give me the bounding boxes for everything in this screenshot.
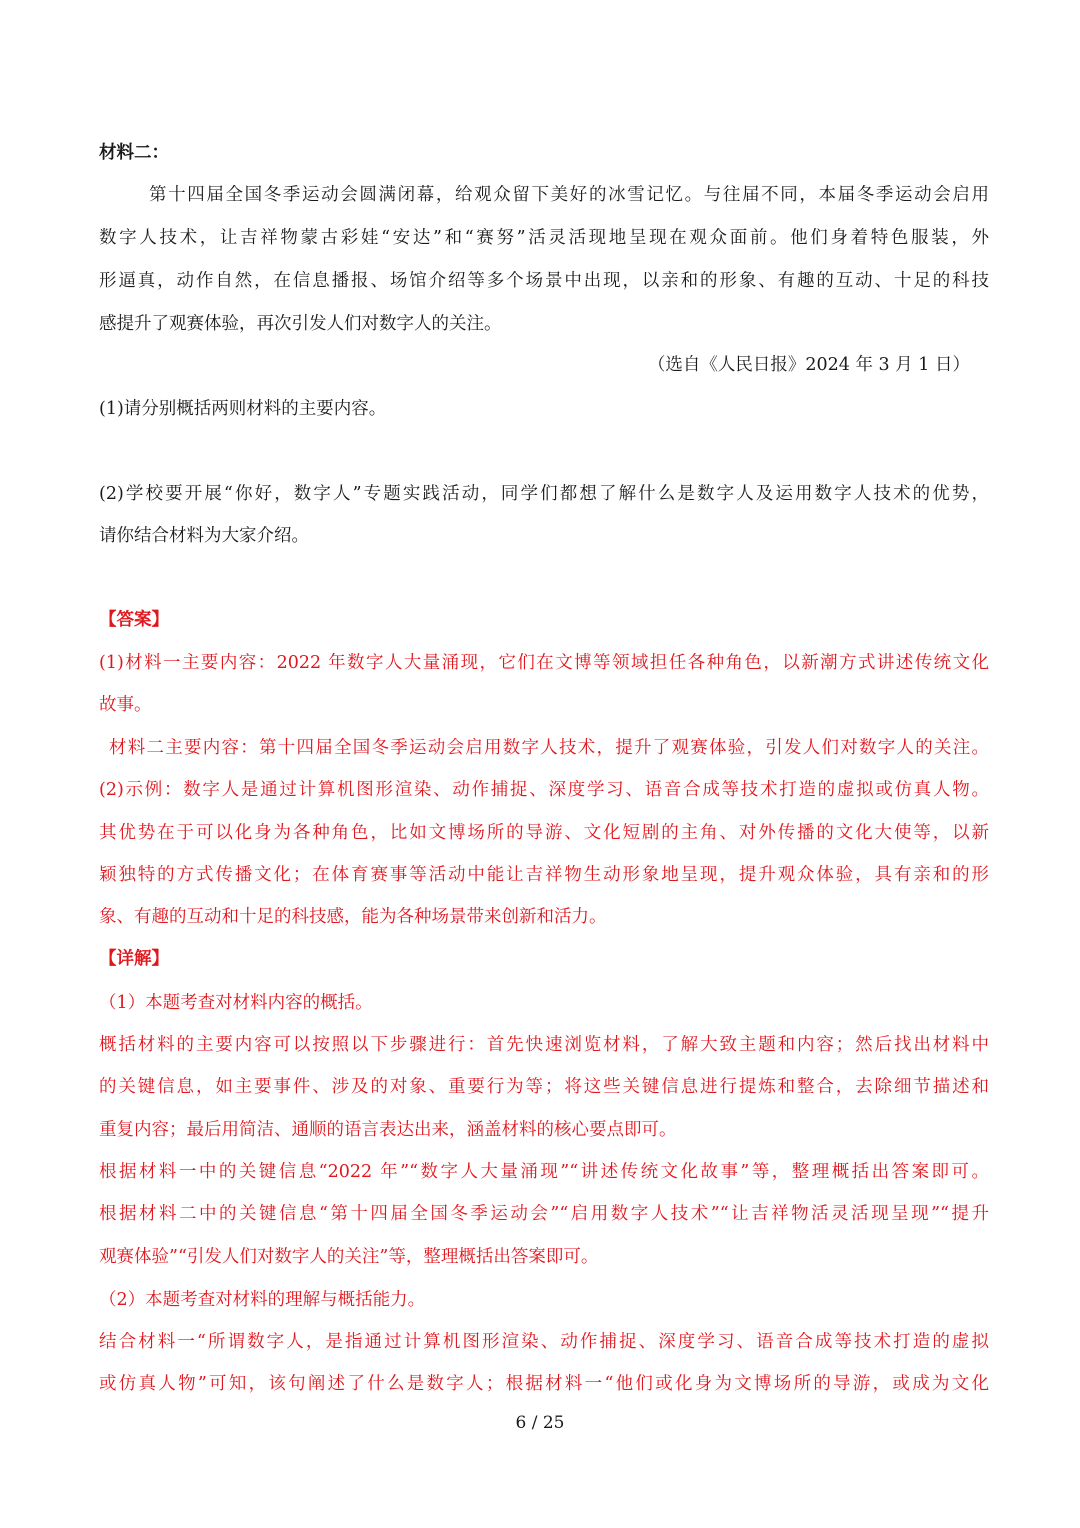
question-2-line: (2)学校要开展“你好，数字人”专题实践活动，同学们都想了解什么是数字人及运用数字人技术的优势，: [99, 484, 989, 504]
answer-label: 【答案】: [99, 610, 169, 630]
explanation-2-line: 结合材料一“所谓数字人，是指通过计算机图形渲染、动作捕捉、深度学习、语音合成等技术打造的虚拟: [99, 1332, 989, 1352]
explanation-1-title: （1）本题考查对材料内容的概括。: [99, 993, 373, 1013]
page-number: 6 / 25: [515, 1413, 565, 1433]
answer-1-material-two: 材料二主要内容：第十四届全国冬季运动会启用数字人技术，提升了观赛体验，引发人们对数字人的关注。: [109, 738, 989, 758]
answer-2-line: 象、有趣的互动和十足的科技感，能为各种场景带来创新和活力。: [99, 907, 607, 927]
explanation-2-line: 或仿真人物”可知，该句阐述了什么是数字人；根据材料一“他们或化身为文博场所的导游，或成为文化: [99, 1374, 989, 1394]
explanation-2-title: （2）本题考查对材料的理解与概括能力。: [99, 1290, 426, 1310]
answer-1-line: (1)材料一主要内容：2022 年数字人大量涌现，它们在文博等领域担任各种角色，以新潮方式讲述传统文化: [99, 653, 989, 673]
material-two-line: 第十四届全国冬季运动会圆满闭幕，给观众留下美好的冰雪记忆。与往届不同，本届冬季运动会启用: [149, 185, 989, 205]
explanation-1-line: 概括材料的主要内容可以按照以下步骤进行：首先快速浏览材料，了解大致主题和内容；然后找出材料中: [99, 1035, 989, 1055]
question-1: (1)请分别概括两则材料的主要内容。: [99, 399, 387, 419]
question-2-line: 请你结合材料为大家介绍。: [99, 526, 309, 546]
answer-1-line: 故事。: [99, 695, 152, 715]
explanation-1-line: 的关键信息，如主要事件、涉及的对象、重要行为等；将这些关键信息进行提炼和整合，去除细节描述和: [99, 1077, 989, 1097]
answer-2-line: (2)示例：数字人是通过计算机图形渲染、动作捕捉、深度学习、语音合成等技术打造的虚拟或仿真人物。: [99, 780, 989, 800]
explanation-1-material-one: 根据材料一中的关键信息“2022 年”“数字人大量涌现”“讲述传统文化故事”等，整理概括出答案即可。: [99, 1162, 989, 1182]
material-two-line: 形逼真，动作自然，在信息播报、场馆介绍等多个场景中出现，以亲和的形象、有趣的互动、十足的科技: [99, 271, 989, 291]
explanation-1-line: 重复内容；最后用简洁、通顺的语言表达出来，涵盖材料的核心要点即可。: [99, 1120, 677, 1140]
explanation-1-material-two: 观赛体验”“引发人们对数字人的关注”等，整理概括出答案即可。: [99, 1247, 599, 1267]
explanation-label: 【详解】: [99, 949, 169, 969]
material-two-line: 数字人技术，让吉祥物蒙古彩娃“安达”和“赛努”活灵活现地呈现在观众面前。他们身着特色服装，外: [99, 228, 989, 248]
material-two-heading: 材料二：: [99, 143, 169, 163]
explanation-1-material-two: 根据材料二中的关键信息“第十四届全国冬季运动会”“启用数字人技术”“让吉祥物活灵活现呈现”“提升: [99, 1204, 989, 1224]
answer-2-line: 颖独特的方式传播文化；在体育赛事等活动中能让吉祥物生动形象地呈现，提升观众体验，具有亲和的形: [99, 865, 989, 885]
answer-2-line: 其优势在于可以化身为各种角色，比如文博场所的导游、文化短剧的主角、对外传播的文化大使等，以新: [99, 823, 989, 843]
material-two-line: 感提升了观赛体验，再次引发人们对数字人的关注。: [99, 314, 502, 334]
source-citation: （选自《人民日报》2024 年 3 月 1 日）: [647, 355, 970, 375]
